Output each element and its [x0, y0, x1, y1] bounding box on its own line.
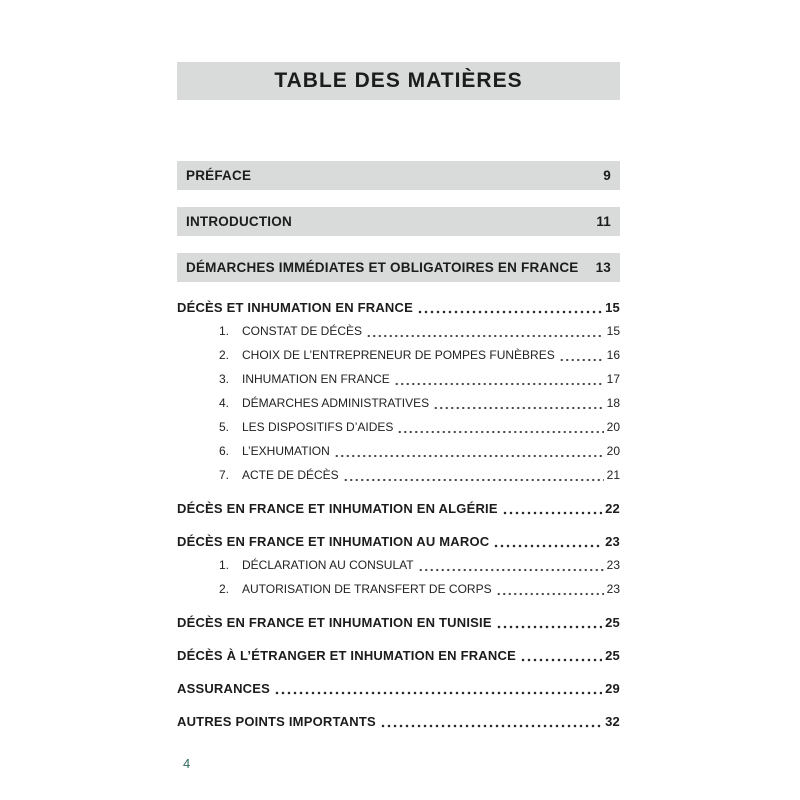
toc-entry-label: DÉCÈS À L’ÉTRANGER ET INHUMATION EN FRANCE [177, 648, 516, 663]
toc-entry-label: CONSTAT DE DÉCÈS [242, 324, 363, 338]
section-header-page: 9 [603, 168, 611, 183]
dot-leader [274, 691, 602, 695]
dot-leader [380, 724, 602, 728]
toc-entry-page: 23 [606, 582, 620, 596]
toc-list [177, 300, 620, 729]
toc-entry-page: 22 [605, 501, 620, 516]
toc-entry-page: 15 [606, 324, 620, 338]
dot-leader [493, 544, 602, 548]
toc-subentry [219, 468, 620, 483]
toc-entry-page: 32 [605, 714, 620, 729]
toc-entry-page: 15 [605, 300, 620, 315]
dot-leader [433, 406, 604, 410]
dot-leader [502, 511, 602, 515]
toc-entry-page: 23 [606, 558, 620, 572]
toc-subentry-number: 7. [219, 468, 230, 482]
section-header-label: INTRODUCTION [186, 214, 292, 229]
toc-entry-label: AUTRES POINTS IMPORTANTS [177, 714, 376, 729]
toc-subentry-number: 2. [219, 582, 230, 596]
toc-entry [177, 648, 620, 663]
toc-entry-page: 21 [606, 468, 620, 482]
dot-leader [496, 625, 602, 629]
toc-subentry [219, 348, 620, 363]
toc-entry-label: ACTE DE DÉCÈS [242, 468, 339, 482]
toc-entry-label: DÉCÈS ET INHUMATION EN FRANCE [177, 300, 413, 315]
dot-leader [520, 658, 602, 662]
toc-subentry [219, 420, 620, 435]
section-header-page: 11 [596, 214, 611, 229]
section-header-preface [177, 161, 620, 190]
toc-entry-page: 17 [606, 372, 620, 386]
toc-entry-page: 16 [606, 348, 620, 362]
toc-subentry [219, 558, 620, 573]
section-header-introduction [177, 207, 620, 236]
toc-entry-label: DÉCLARATION AU CONSULAT [242, 558, 414, 572]
toc-entry-label: L’EXHUMATION [242, 444, 330, 458]
toc-subentry-number: 1. [219, 324, 230, 338]
toc-entry-label: ASSURANCES [177, 681, 271, 696]
section-header-label: DÉMARCHES IMMÉDIATES ET OBLIGATOIRES EN FRANCE [186, 260, 579, 275]
toc-entry-label: DÉCÈS EN FRANCE ET INHUMATION EN TUNISIE [177, 615, 492, 630]
section-header-page: 13 [595, 260, 611, 275]
toc-entry-label: DÉCÈS EN FRANCE ET INHUMATION AU MAROC [177, 534, 490, 549]
page-title: TABLE DES MATIÈRES [177, 62, 620, 100]
toc-entry-page: 29 [605, 681, 620, 696]
toc-subentry [219, 444, 620, 459]
dot-leader [417, 310, 602, 314]
toc-entry [177, 534, 620, 549]
toc-entry [177, 714, 620, 729]
toc-entry-label: CHOIX DE L’ENTREPRENEUR DE POMPES FUNÈBRES [242, 348, 555, 362]
toc-entry-label: DÉMARCHES ADMINISTRATIVES [242, 396, 430, 410]
dot-leader [418, 568, 604, 572]
toc-entry [177, 501, 620, 516]
toc-subentry-number: 4. [219, 396, 230, 410]
toc-subentry-number: 5. [219, 420, 230, 434]
section-header-demarches [177, 253, 620, 282]
toc-entry-page: 25 [605, 648, 620, 663]
toc-entry-page: 20 [606, 420, 620, 434]
toc-entry-page: 18 [606, 396, 620, 410]
toc-entry [177, 300, 620, 315]
toc-entry [177, 615, 620, 630]
toc-subentry [219, 324, 620, 339]
toc-entry-page: 23 [605, 534, 620, 549]
toc-subentry [219, 372, 620, 387]
toc-subentry [219, 396, 620, 411]
toc-entry-page: 25 [605, 615, 620, 630]
dot-leader [394, 382, 604, 386]
toc-entry-label: LES DISPOSITIFS D’AIDES [242, 420, 394, 434]
dot-leader [366, 334, 604, 338]
toc-entry-label: DÉCÈS EN FRANCE ET INHUMATION EN ALGÉRIE [177, 501, 498, 516]
toc-subentry-number: 2. [219, 348, 230, 362]
toc-subentry [219, 582, 620, 597]
toc-entry-label: INHUMATION EN FRANCE [242, 372, 390, 386]
dot-leader [559, 358, 604, 362]
toc-subentry-number: 6. [219, 444, 230, 458]
toc-subentry-number: 3. [219, 372, 230, 386]
toc-subentry-number: 1. [219, 558, 230, 572]
footer-page-number: 4 [183, 756, 191, 771]
section-header-label: PRÉFACE [186, 168, 252, 183]
toc-entry-label: AUTORISATION DE TRANSFERT DE CORPS [242, 582, 492, 596]
toc-content [177, 0, 620, 729]
toc-entry-page: 20 [606, 444, 620, 458]
dot-leader [334, 454, 604, 458]
dot-leader [496, 592, 604, 596]
toc-entry [177, 681, 620, 696]
dot-leader [343, 478, 604, 482]
dot-leader [397, 430, 603, 434]
